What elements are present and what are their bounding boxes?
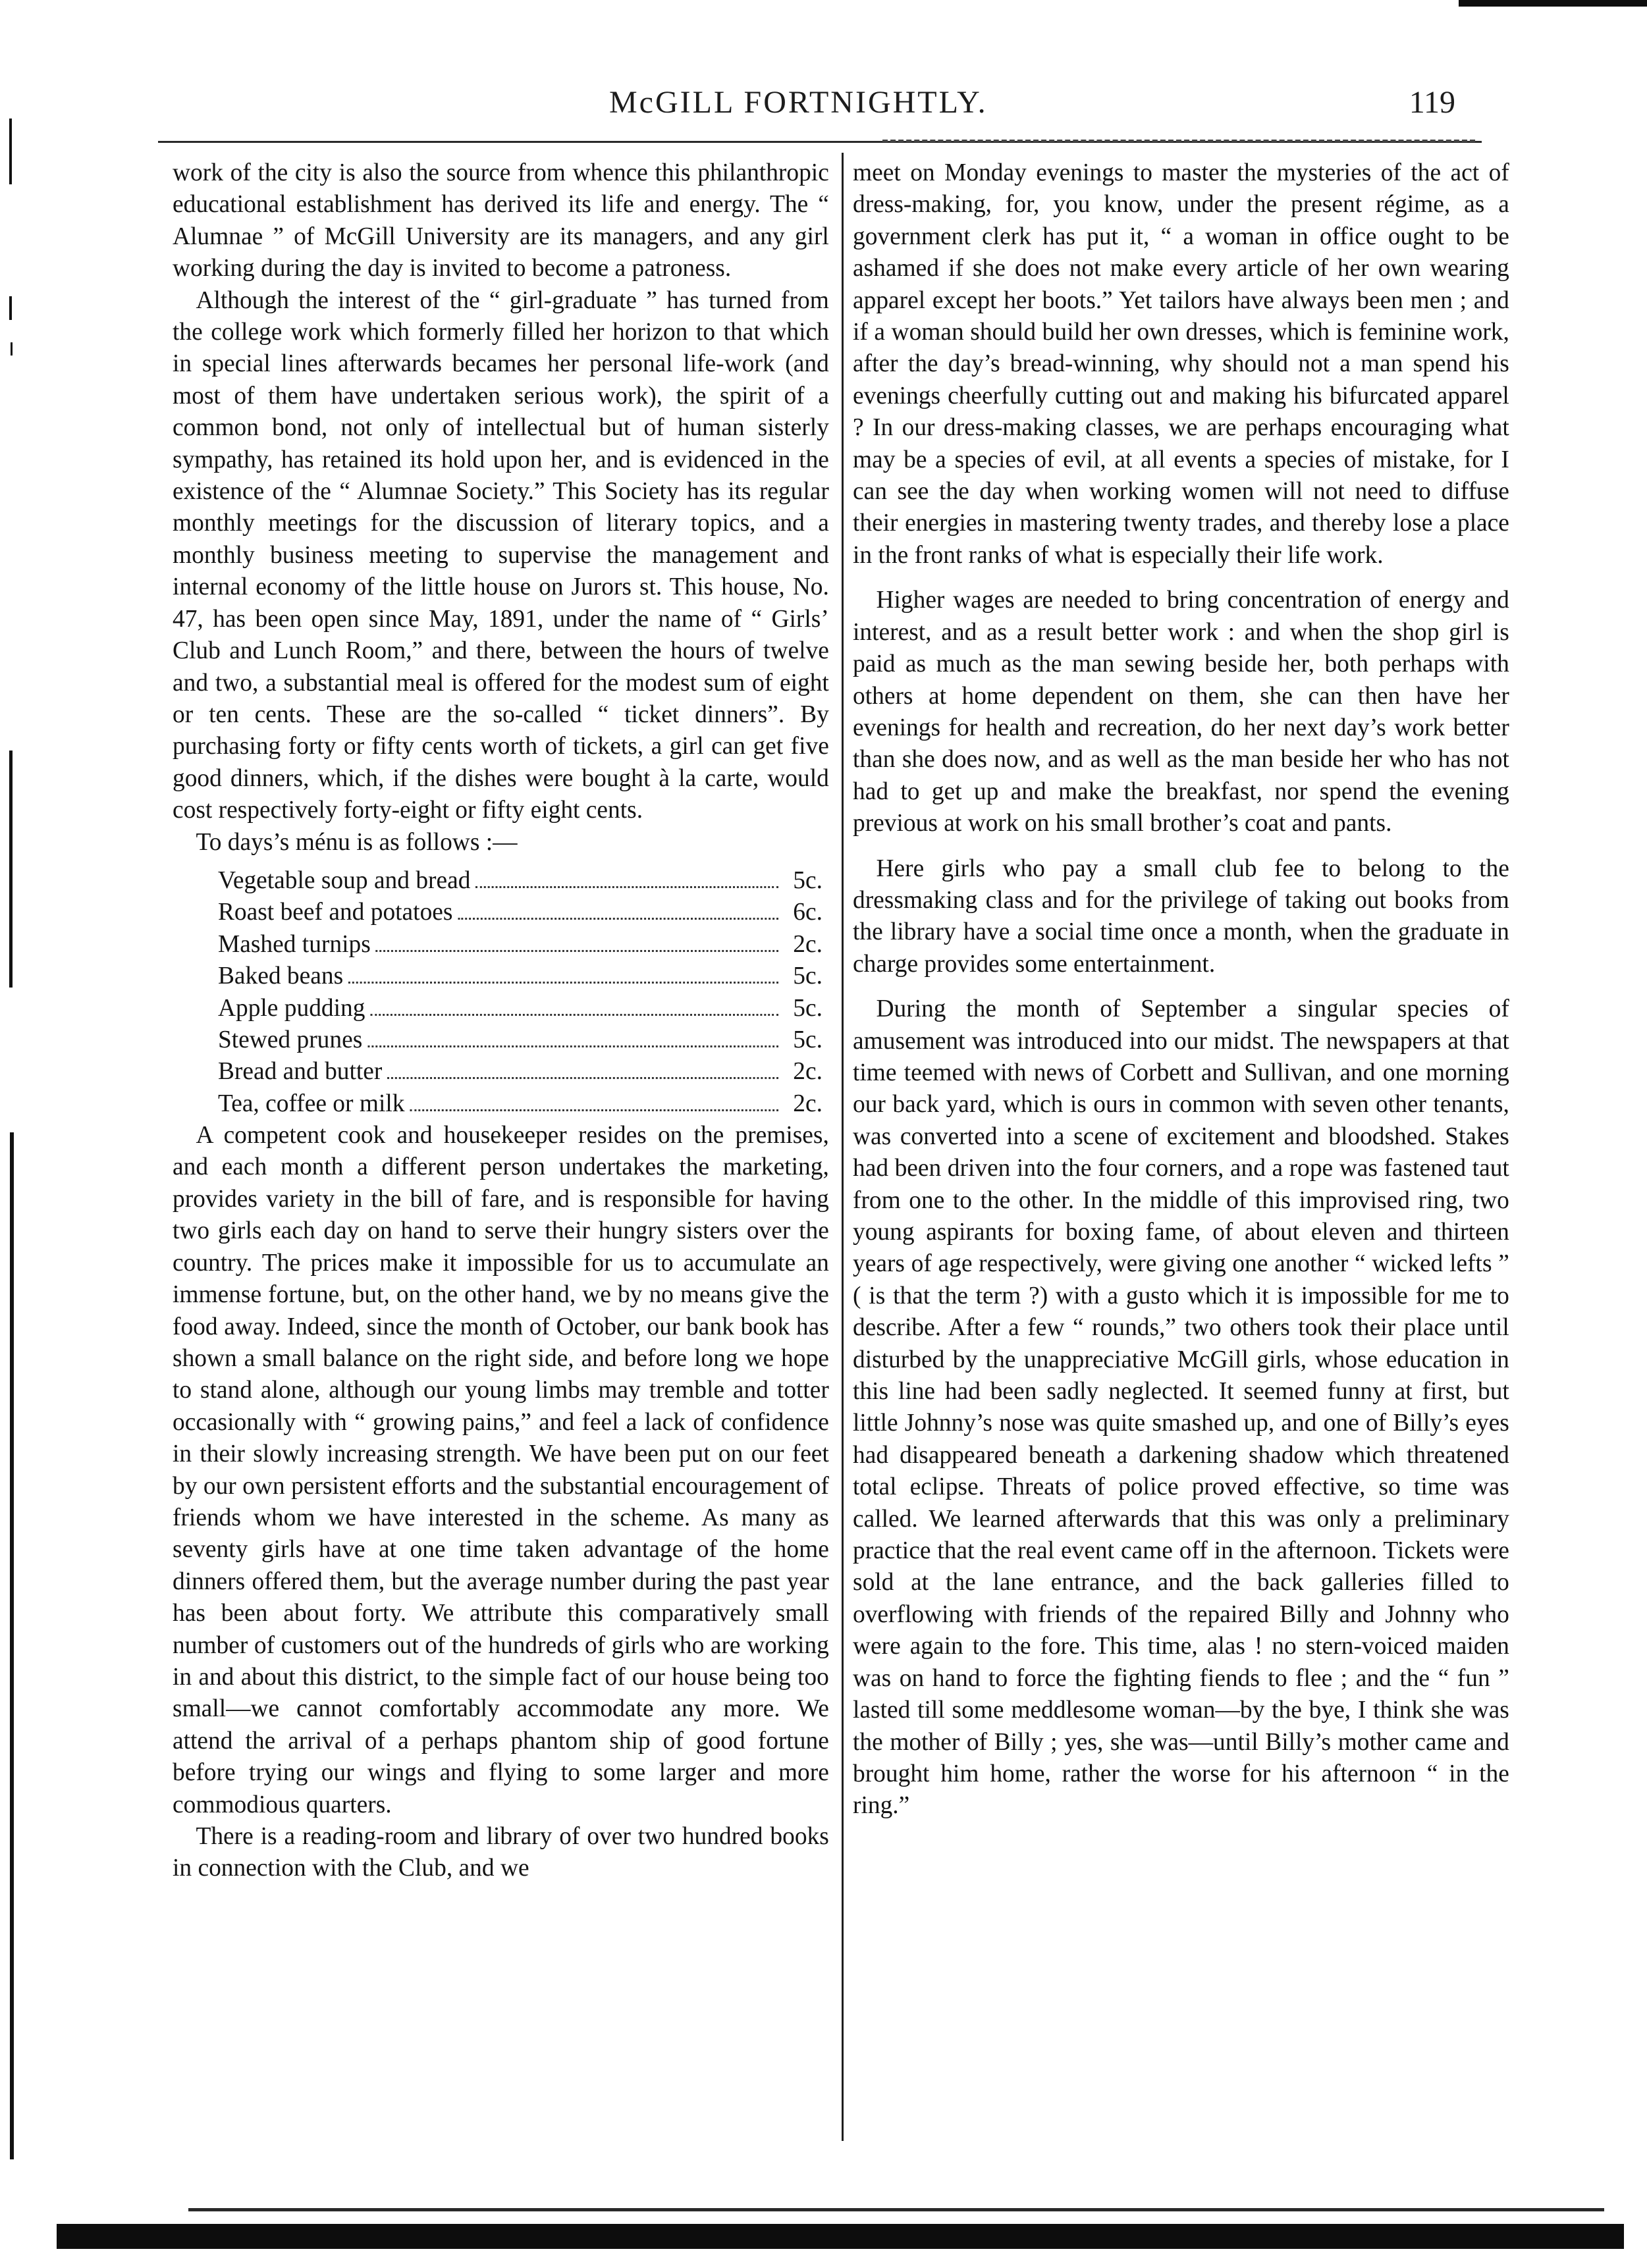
menu-item-name: Vegetable soup and bread [217,866,471,894]
header-dashes [882,140,1475,142]
menu-item-name: Roast beef and potatoes [217,898,453,926]
leader-dots [410,1109,778,1111]
menu-item [218,896,823,928]
menu-item-price: 5c. [793,1025,823,1053]
menu-item-name: Baked beans [217,962,344,990]
page-number: 119 [1409,85,1455,120]
leader-dots [387,1077,778,1079]
menu-item-price: 2c. [793,1089,823,1117]
paragraph: work of the city is also the source from whence this philanthropic educational establishment has derived its life and energy. The “ Alumnae ” of McGill University are its managers, and any girl working during the day is invited to become a patroness. [173,159,829,282]
paragraph: Although the interest of the “ girl-graduate ” has turned from the college work which formerly filled her horizon to that which in special lines afterwards becames her personal life-work (and most of them have undertaken serious work), the spirit of a common bond, not only of intellectual but of human sisterly sympathy, has retained its hold upon her, and is evidenced in the existence of the “ Alumnae Society.” This Society has its regular monthly meetings for the discussion of literary topics, and a monthly business meeting to supervise the management and internal economy of the little house on Jurors st. This house, No. 47, has been open since May, 1891, under the name of “ Girls’ Club and Lunch Room,” and there, between the hours of twelve and two, a substantial meal is offered for the modest sum of eight or ten cents. These are the so-called “ ticket dinners”. By purchasing forty or fifty cents worth of tickets, a girl can get five good dinners, which, if the dishes were bought à la carte, would cost respectively forty-eight or fifty eight cents. [173,286,829,824]
menu-item-name: Apple pudding [217,993,365,1022]
paragraph: meet on Monday evenings to master the mysteries of the act of dress-making, for, you know, under the present régime, as a government clerk has put it, “ a woman in office ought to be ashamed if she does not make every article of her own wearing apparel except her boots.” Yet tailors have always been men ; and if a woman should build her own dresses, which is feminine work, after the day’s bread-winning, why should not a man spend his evenings cheerfully cutting out and making his bifurcated apparel ? In our dress-making classes, we are perhaps encouraging what may be a species of evil, at all events a species of mistake, for I can see the day when working women will not need to diffuse their energies in mastering twenty trades, and thereby lose a place in the front ranks of what is especially their life work. [853,159,1509,569]
menu-item [218,1088,823,1119]
menu-item [218,992,823,1024]
right-column [853,157,1509,1822]
menu-item-name: Tea, coffee or milk [217,1089,405,1117]
paragraph: During the month of September a singular species of amusement was introduced into our midst. The newspapers at that time teemed with news of Corbett and Sullivan, and one morning our back yard, which is ours in common with seven other tenants, was converted into a scene of excitement and bloodshed. Stakes had been driven into the four corners, and a rope was fastened taut from one to the other. In the middle of this improvised ring, two young aspirants for boxing fame, of about eleven and thirteen years of age respectively, were giving one another “ wicked lefts ” ( is that the term ?) with a gusto which it is impossible for me to describe. After a few “ rounds,” two others took their place until disturbed by the unappreciative McGill girls, whose education in this line had been sadly neglected. It seemed funny at first, but little Johnny’s nose was quite smashed up, and one of Billy’s eyes had disappeared beneath a darkening shadow which threatened total eclipse. Threats of police proved effective, so time was called. We learned afterwards that this was only a preliminary practice that the real event came off in the afternoon. Tickets were sold at the lane entrance, and the back galleries filled to overflowing with friends of the repaired Billy and Johnny who were again to the fore. This time, alas ! no stern-voiced maiden was on hand to force the fighting fiends to flee ; and the “ fun ” lasted till some meddlesome woman—by the bye, I think she was the mother of Billy ; yes, she was—until Billy’s mother came and brought him home, rather the worse for his afternoon “ in the ring.” [853,995,1509,1820]
menu-item [218,1055,823,1087]
menu-intro: To days’s ménu is as follows :— [196,828,518,856]
leader-dots [348,982,778,984]
menu-item-name: Stewed prunes [217,1025,363,1053]
leader-dots [475,886,778,888]
menu-item-price: 5c. [793,866,823,894]
footer-bar [57,2184,1624,2257]
menu-item-price: 6c. [793,898,823,926]
binding-edge [0,0,59,2268]
leader-dots [458,918,778,920]
column-divider [842,153,844,2141]
leader-dots [367,1045,778,1047]
footer-scan-edge [57,2224,1624,2249]
page-header [158,84,1482,137]
leader-dots [370,1014,778,1016]
menu-item [218,960,823,991]
menu-item-name: Mashed turnips [217,930,371,958]
menu-item-price: 5c. [793,993,823,1022]
paragraph: A competent cook and housekeeper resides on the premises, and each month a different person undertakes the marketing, provides variety in the bill of fare, and is responsible for having two girls each day on hand to serve their hungry sisters over the country. The prices make it impossible for us to accumulate an immense fortune, but, on the other hand, we by no means give the food away. Indeed, since the month of October, our bank book has shown a small balance on the right side, and before long we hope to stand alone, although our young limbs may tremble and totter occasionally with “ growing pains,” and feel a lack of confidence in their slowly increasing strength. We have been put on our feet by our own persistent efforts and the substantial encouragement of friends whom we have interested in the scheme. As many as seventy girls have at one time taken advantage of the home dinners offered them, but the average number during the past year has been about forty. We attribute this comparatively small number of customers out of the hundreds of girls who are working in and about this district, to the simple fact of our house being too small—we cannot comfortably accommodate any more. We attend the arrival of a perhaps phantom ship of good fortune before trying our wings and flying to some larger and more commodious quarters. [173,1121,829,1818]
paragraph: Here girls who pay a small club fee to belong to the dressmaking class and for the privilege of taking out books from the library have a social time once a month, when the graduate in charge provides some entertainment. [853,854,1509,978]
paragraph: There is a reading-room and library of over two hundred books in connection with the Club, and we [173,1822,829,1882]
menu-list [173,864,829,1119]
leader-dots [376,950,778,952]
menu-item-name: Bread and butter [217,1057,383,1086]
menu-item-price: 2c. [793,930,823,958]
running-title: McGILL FORTNIGHTLY. [609,85,988,120]
menu-item-price: 2c. [793,1057,823,1086]
footer-rule [188,2208,1604,2211]
left-column [173,157,829,1884]
menu-item [218,864,823,896]
scan-edge-mark [1459,0,1647,7]
menu-item [218,928,823,960]
menu-item [218,1024,823,1055]
paragraph: Higher wages are needed to bring concentration of energy and interest, and as a result better work : and when the shop girl is paid as much as the man sewing beside her, both perhaps with others at home dependent on them, she can then have her evenings for health and recreation, do her next day’s work better than she does now, and as well as the man beside her who has not had to get up and make the breakfast, nor spend the evening previous at work on his small brother’s coat and pants. [853,586,1509,837]
menu-item-price: 5c. [793,962,823,990]
